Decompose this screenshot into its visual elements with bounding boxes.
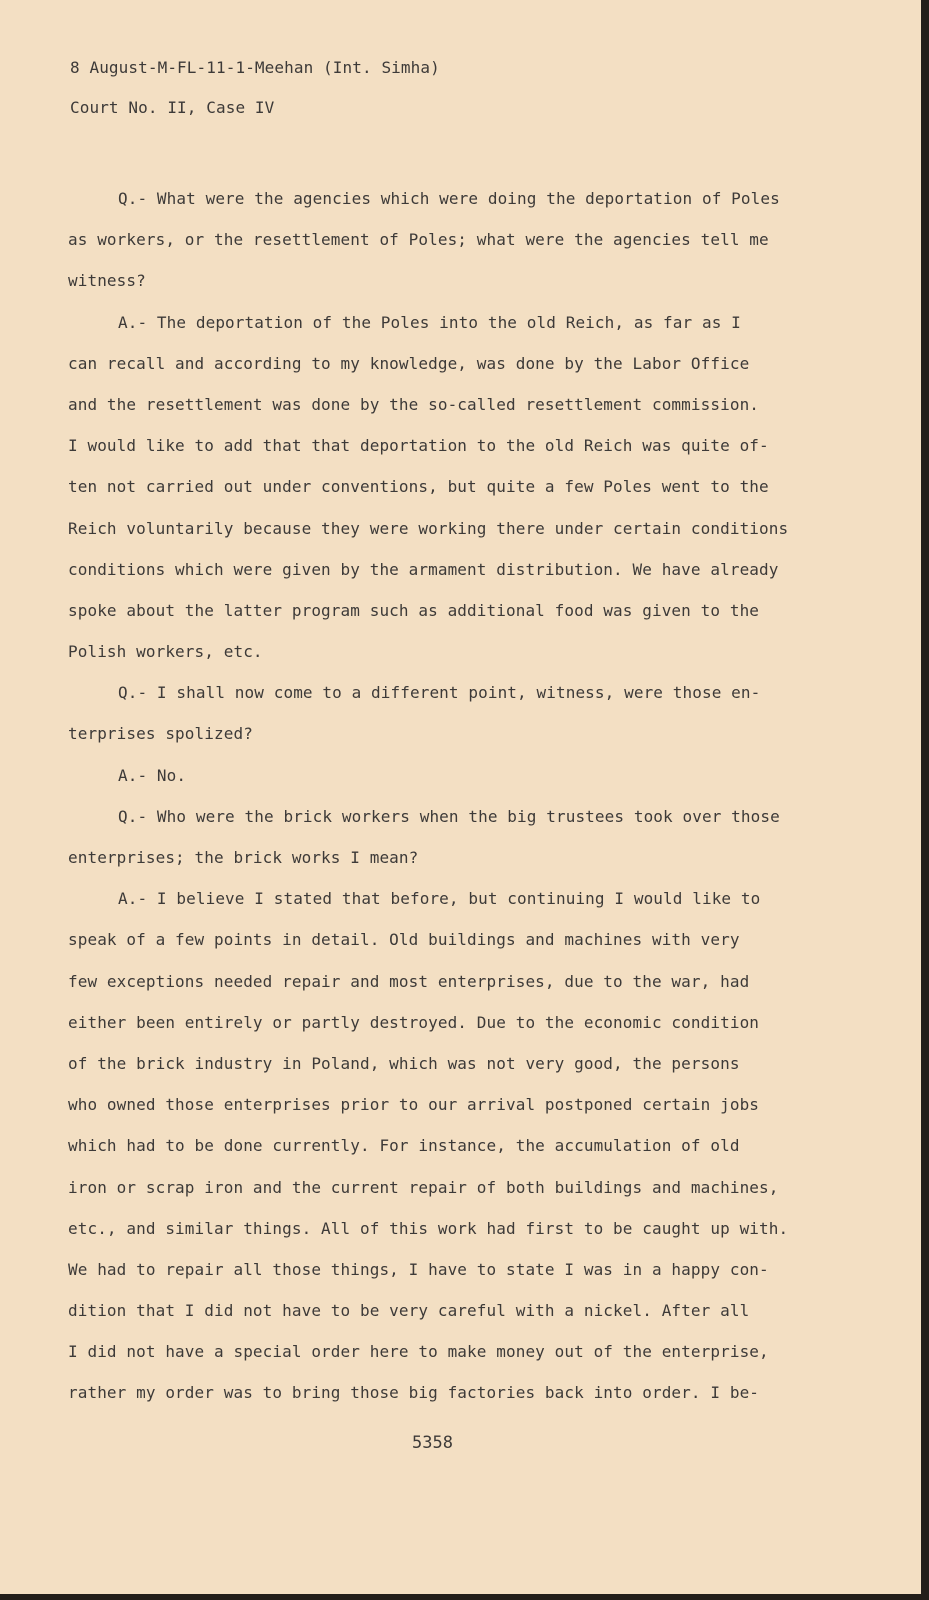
text-line: Polish workers, etc. <box>68 642 263 662</box>
question-line: Q.- What were the agencies which were doing the deportation of Poles <box>118 189 780 208</box>
answer-line: A.- No. <box>118 765 187 785</box>
text-line: witness? <box>68 271 146 291</box>
court-case-heading: Court No. II, Case IV <box>70 98 275 117</box>
text-line: enterprises; the brick works I mean? <box>68 848 419 867</box>
answer-line: A.- The deportation of the Poles into the old Reich, as far as I <box>118 312 741 332</box>
text-line: of the brick industry in Poland, which was not very good, the persons <box>68 1053 740 1073</box>
text-line: conditions which were given by the armament distribution. We have already <box>68 559 779 579</box>
page-number: 5358 <box>412 1433 453 1453</box>
text-line: spoke about the latter program such as additional food was given to the <box>68 600 760 620</box>
text-line: etc., and similar things. All of this work had first to be caught up with. <box>68 1218 789 1238</box>
text-line: dition that I did not have to be very careful with a nickel. After all <box>68 1301 750 1321</box>
text-line: iron or scrap iron and the current repair of both buildings and machines, <box>68 1177 779 1197</box>
text-line: either been entirely or partly destroyed. Due to the economic condition <box>68 1012 760 1032</box>
text-line: who owned those enterprises prior to our arrival postponed certain jobs <box>68 1095 760 1115</box>
text-line: which had to be done currently. For instance, the accumulation of old <box>68 1136 740 1156</box>
answer-line: A.- I believe I stated that before, but continuing I would like to <box>118 889 761 909</box>
text-line: We had to repair all those things, I have to state I was in a happy con- <box>68 1259 769 1279</box>
question-line: Q.- I shall now come to a different point, witness, were those en- <box>118 683 761 703</box>
transcript-body <box>68 178 858 1414</box>
text-line: I did not have a special order here to make money out of the enterprise, <box>68 1342 769 1362</box>
transcript-reference: 8 August-M-FL-11-1-Meehan (Int. Simha) <box>70 58 440 77</box>
text-line: few exceptions needed repair and most enterprises, due to the war, had <box>68 971 750 991</box>
text-line: terprises spolized? <box>68 724 253 744</box>
text-line: and the resettlement was done by the so-called resettlement commission. <box>68 394 760 414</box>
text-line: Reich voluntarily because they were working there under certain conditions <box>68 518 789 538</box>
text-line: can recall and according to my knowledge, was done by the Labor Office <box>68 353 750 373</box>
text-line: speak of a few points in detail. Old buildings and machines with very <box>68 930 740 950</box>
question-line: Q.- Who were the brick workers when the big trustees took over those <box>118 806 780 826</box>
text-line: as workers, or the resettlement of Poles; what were the agencies tell me <box>68 230 769 250</box>
text-line: ten not carried out under conventions, but quite a few Poles went to the <box>68 477 769 497</box>
text-line: I would like to add that that deportation to the old Reich was quite of- <box>68 436 769 456</box>
text-line: rather my order was to bring those big factories back into order. I be- <box>68 1383 760 1403</box>
